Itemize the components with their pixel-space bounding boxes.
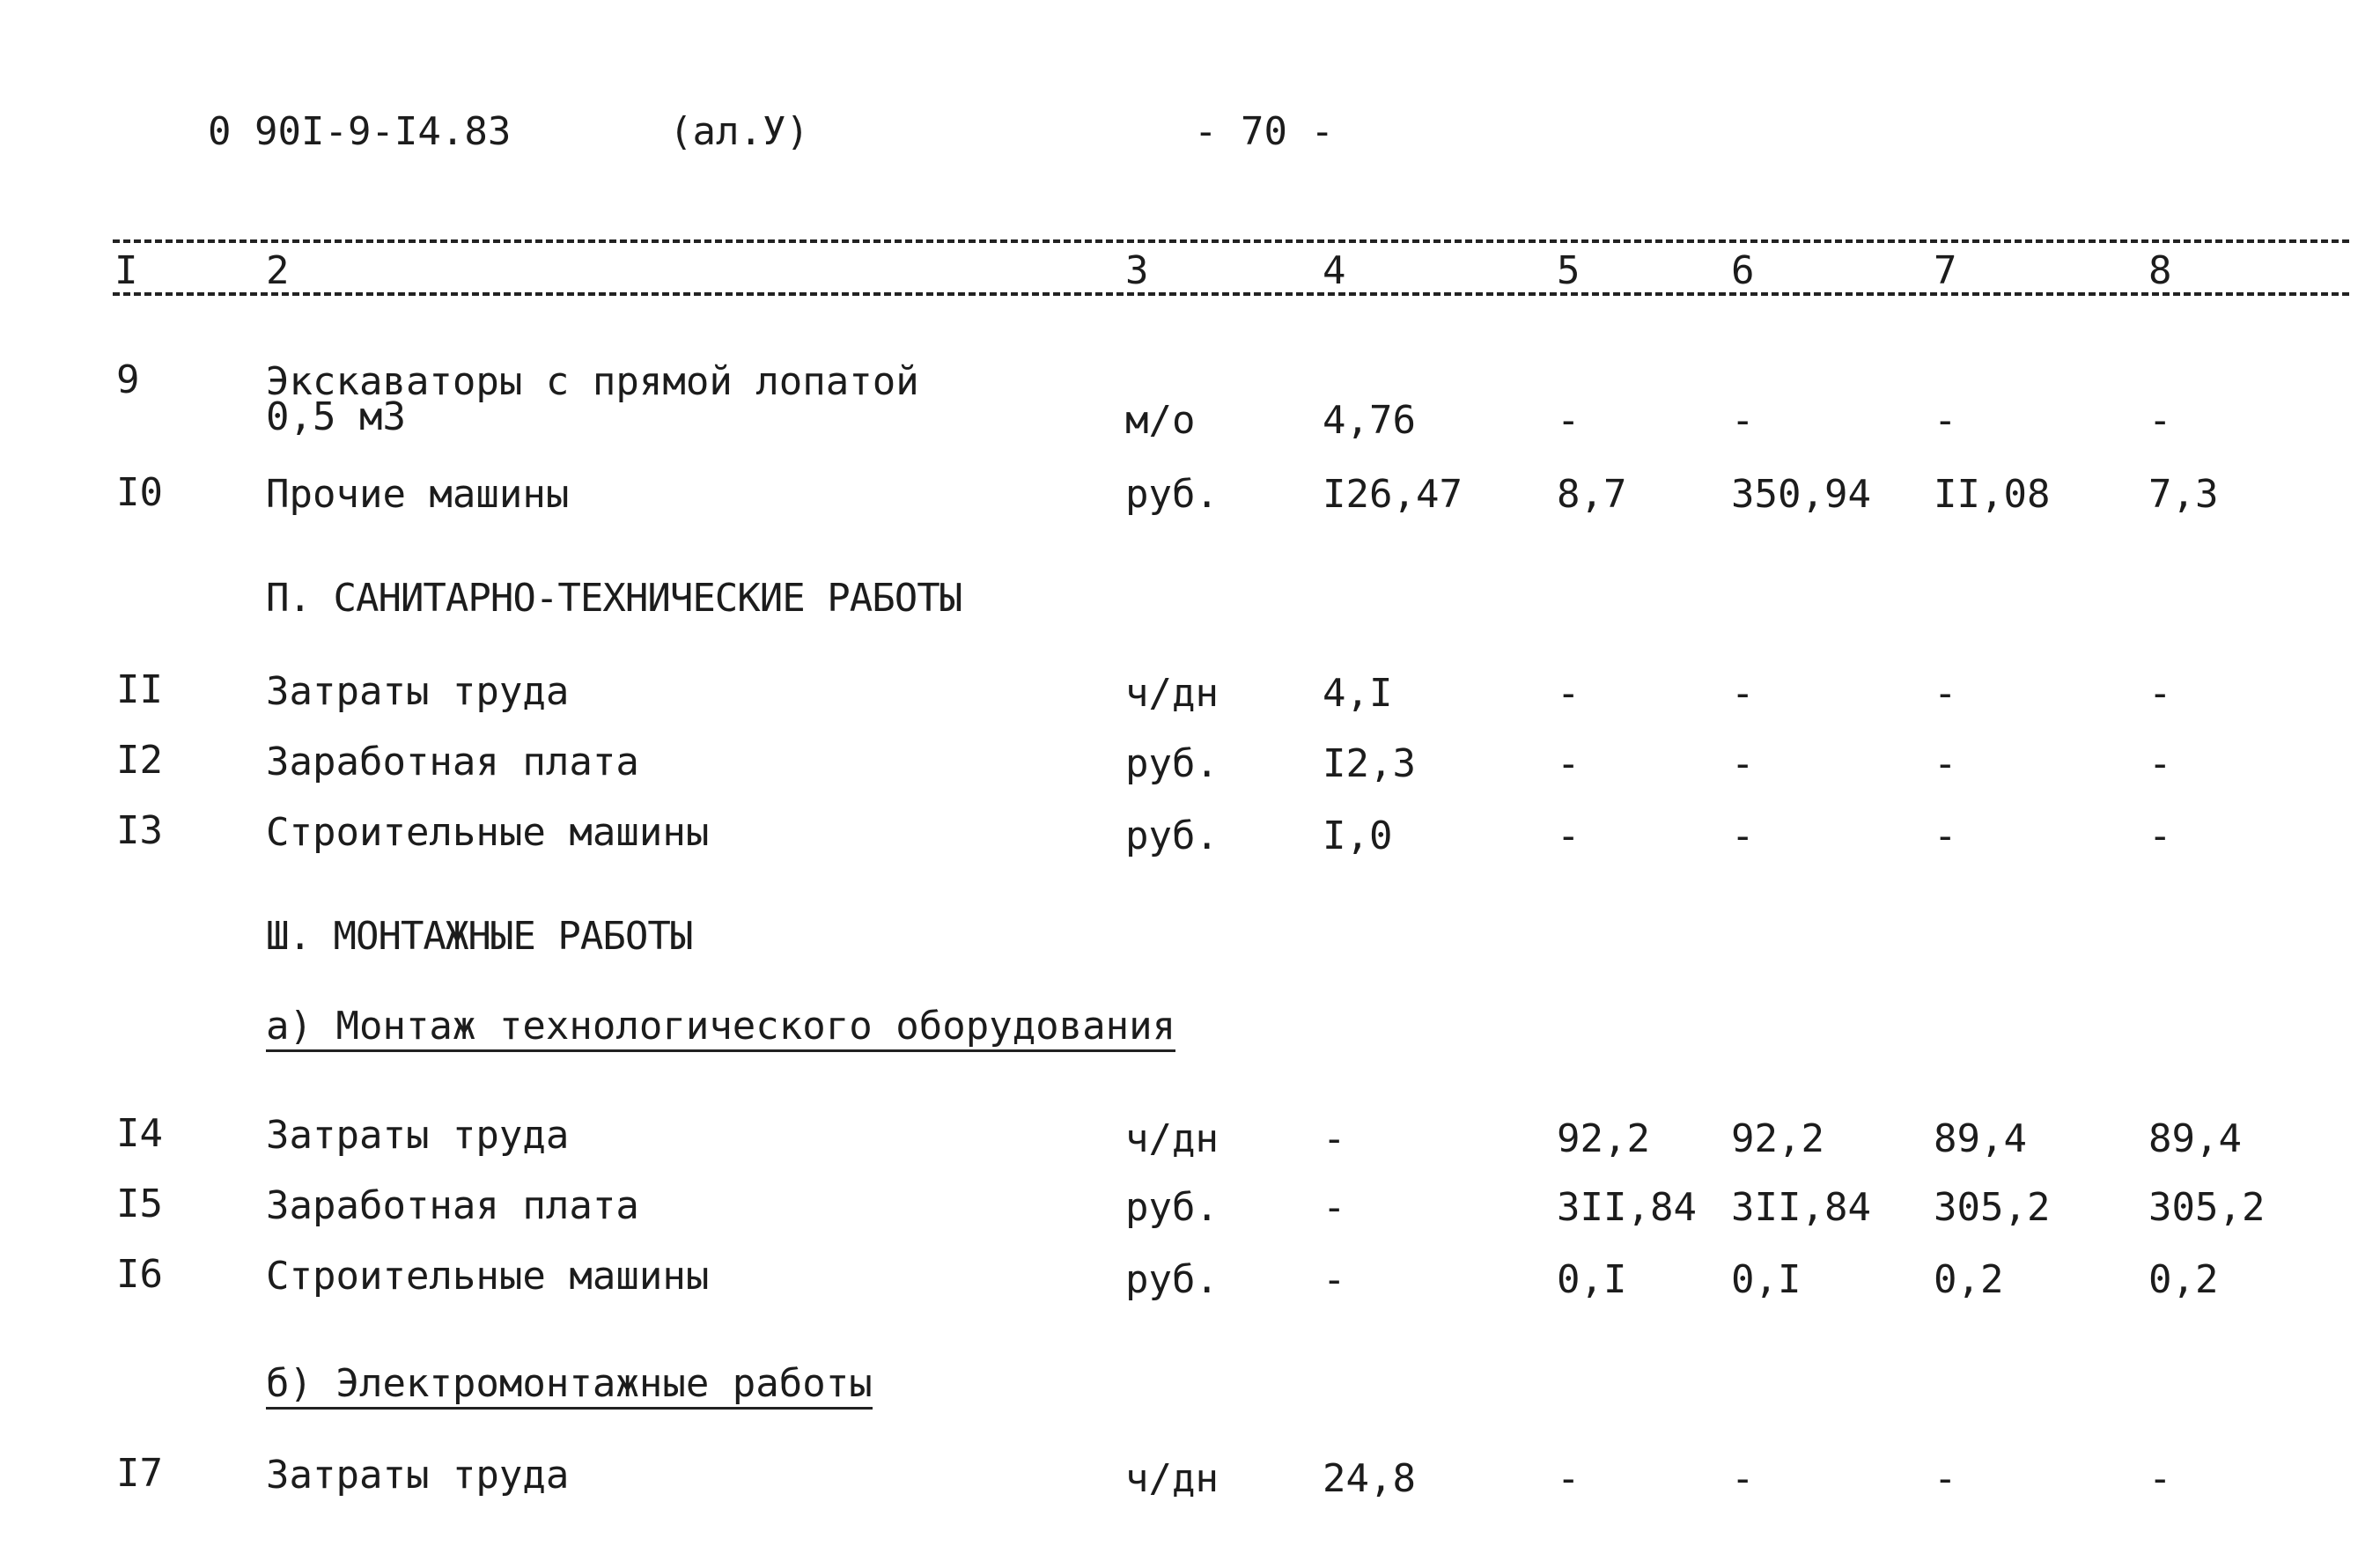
cell-c4: I2,3	[1323, 741, 1416, 786]
row-name: Строительные машины	[266, 810, 710, 855]
cell-c4: -	[1323, 1116, 1346, 1161]
album-label: (ал.У)	[669, 109, 809, 154]
row-unit: ч/дн	[1125, 1116, 1219, 1161]
row-num: I5	[116, 1182, 163, 1226]
cell-c6: 0,I	[1731, 1257, 1802, 1302]
row-name: Заработная плата	[266, 1183, 639, 1228]
col-header-1: I	[114, 248, 138, 293]
row-name: Затраты труда	[266, 669, 570, 714]
cell-c7: II,08	[1934, 472, 2051, 517]
row-num: I7	[116, 1451, 163, 1496]
document-code: 0 90I-9-I4.83	[208, 109, 512, 154]
cell-c4: 4,I	[1323, 671, 1393, 716]
cell-c8: -	[2148, 398, 2172, 443]
cell-c4: I,0	[1323, 813, 1393, 858]
cell-c8: -	[2148, 741, 2172, 786]
cell-c6: 92,2	[1731, 1116, 1824, 1161]
row-name: Затраты труда	[266, 1113, 570, 1158]
row-name: Экскаваторы с прямой лопатой	[266, 359, 919, 404]
row-name: Заработная плата	[266, 740, 639, 784]
cell-c6: 350,94	[1731, 472, 1871, 517]
row-num: I0	[116, 470, 163, 515]
subsection-heading-electrical: б) Электромонтажные работы	[266, 1365, 873, 1410]
cell-c7: -	[1934, 1456, 1957, 1501]
cell-c8: -	[2148, 1456, 2172, 1501]
cell-c7: 305,2	[1934, 1185, 2051, 1230]
header-rule-bottom	[113, 292, 2349, 296]
cell-c8: -	[2148, 671, 2172, 716]
row-num: II	[116, 667, 163, 712]
row-num: I3	[116, 808, 163, 853]
row-unit: руб.	[1125, 1257, 1219, 1302]
row-unit: ч/дн	[1125, 671, 1219, 716]
cell-c7: 0,2	[1934, 1257, 2004, 1302]
col-header-2: 2	[266, 248, 290, 293]
row-num: I6	[116, 1252, 163, 1297]
cell-c7: -	[1934, 813, 1957, 858]
cell-c5: 0,I	[1557, 1257, 1627, 1302]
col-header-4: 4	[1323, 248, 1346, 293]
cell-c4: I26,47	[1323, 472, 1463, 517]
page-number: - 70 -	[1194, 109, 1334, 154]
cell-c6: -	[1731, 813, 1755, 858]
cell-c5: -	[1557, 671, 1581, 716]
cell-c6: -	[1731, 398, 1755, 443]
row-num: I4	[116, 1111, 163, 1156]
cell-c8: 0,2	[2148, 1257, 2219, 1302]
subsection-heading-equipment: а) Монтаж технологического оборудования	[266, 1007, 1175, 1052]
cell-c5: -	[1557, 813, 1581, 858]
cell-c5: 8,7	[1557, 472, 1627, 517]
cell-c5: -	[1557, 1456, 1581, 1501]
cell-c5: 3II,84	[1557, 1185, 1697, 1230]
cell-c7: -	[1934, 741, 1957, 786]
col-header-7: 7	[1934, 248, 1957, 293]
row-num: I2	[116, 738, 163, 783]
cell-c7: 89,4	[1934, 1116, 2027, 1161]
section-heading-assembly: Ш. МОНТАЖНЫЕ РАБОТЫ	[266, 914, 693, 959]
cell-c4: -	[1323, 1185, 1346, 1230]
row-unit: руб.	[1125, 1185, 1219, 1230]
cell-c4: -	[1323, 1257, 1346, 1302]
cell-c6: -	[1731, 1456, 1755, 1501]
row-unit: м/о	[1125, 398, 1196, 443]
col-header-8: 8	[2148, 248, 2172, 293]
cell-c6: -	[1731, 671, 1755, 716]
row-name: Прочие машины	[266, 472, 570, 517]
cell-c6: -	[1731, 741, 1755, 786]
row-unit: руб.	[1125, 741, 1219, 786]
cell-c7: -	[1934, 398, 1957, 443]
section-heading-sanitary: П. САНИТАРНО-ТЕХНИЧЕСКИЕ РАБОТЫ	[266, 576, 962, 621]
col-header-5: 5	[1557, 248, 1581, 293]
cell-c8: 305,2	[2148, 1185, 2266, 1230]
cell-c6: 3II,84	[1731, 1185, 1871, 1230]
col-header-6: 6	[1731, 248, 1755, 293]
cell-c5: 92,2	[1557, 1116, 1650, 1161]
cell-c8: 89,4	[2148, 1116, 2242, 1161]
row-num: 9	[116, 357, 140, 402]
cell-c8: 7,3	[2148, 472, 2219, 517]
cell-c8: -	[2148, 813, 2172, 858]
cell-c7: -	[1934, 671, 1957, 716]
cell-c5: -	[1557, 741, 1581, 786]
cell-c4: 24,8	[1323, 1456, 1416, 1501]
row-name: Строительные машины	[266, 1254, 710, 1299]
row-unit: руб.	[1125, 813, 1219, 858]
row-unit: руб.	[1125, 472, 1219, 517]
cell-c5: -	[1557, 398, 1581, 443]
row-unit: ч/дн	[1125, 1456, 1219, 1501]
col-header-3: 3	[1125, 248, 1149, 293]
row-name-cont: 0,5 м3	[266, 394, 406, 439]
header-rule-top	[113, 239, 2349, 243]
row-name: Затраты труда	[266, 1453, 570, 1498]
cell-c4: 4,76	[1323, 398, 1416, 443]
